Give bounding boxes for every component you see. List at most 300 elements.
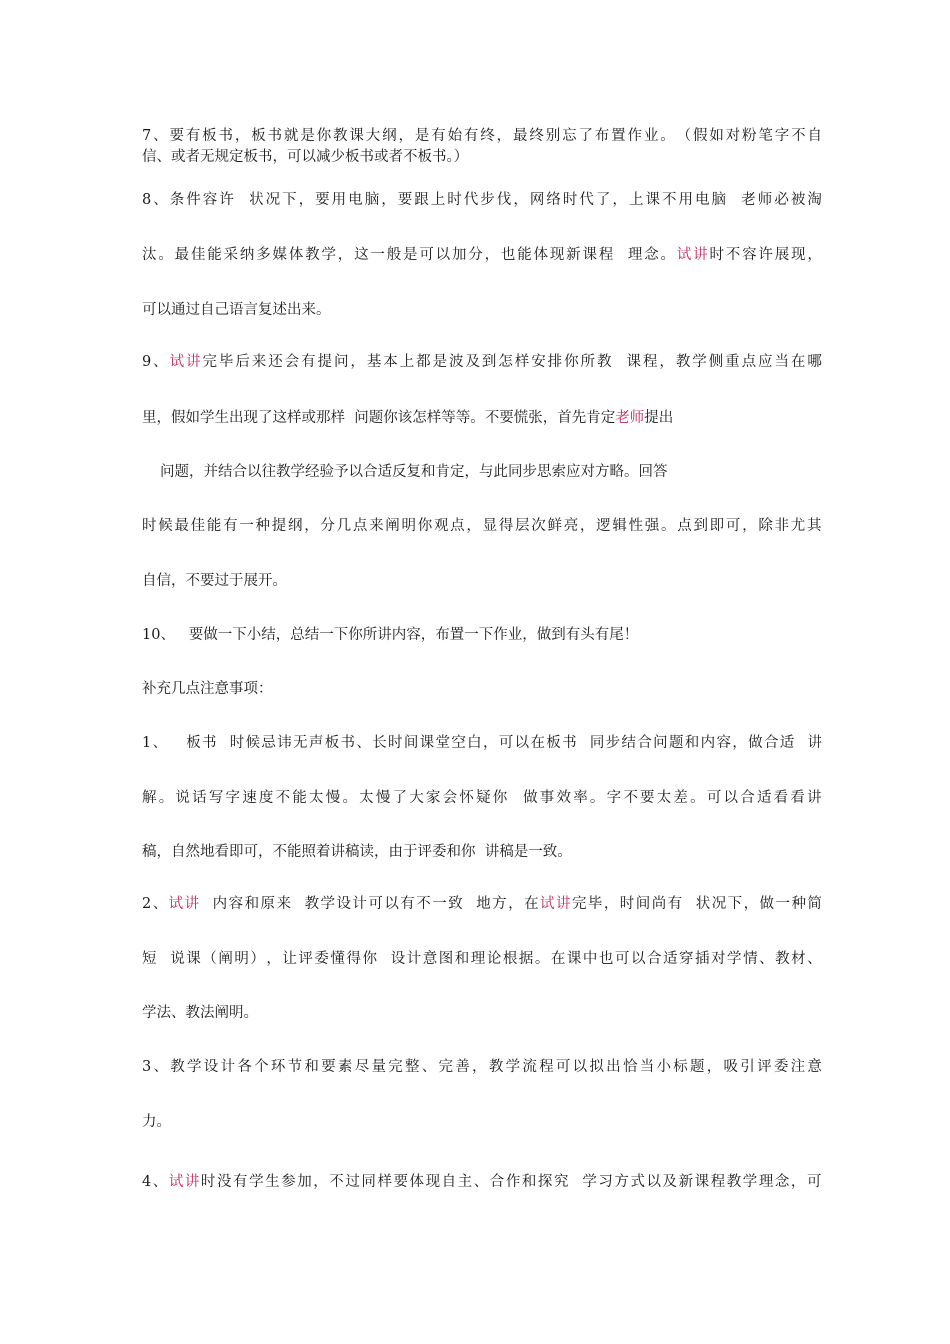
char: 课 [419, 735, 435, 751]
char: 短 [142, 951, 157, 967]
char [164, 949, 169, 969]
char [578, 733, 583, 753]
char: 讳 [277, 735, 292, 751]
char: 怀 [459, 790, 474, 806]
char: 题 [690, 1059, 705, 1075]
char [180, 733, 185, 753]
char: ， [603, 896, 619, 912]
char: 哪 [807, 354, 822, 370]
char: 必 [774, 192, 789, 208]
char: 小 [656, 1059, 671, 1075]
char: 现 [791, 247, 806, 263]
char: 程 [710, 1174, 726, 1190]
char: 整 [404, 1059, 420, 1075]
char: 来 [369, 518, 384, 534]
text-segment: 补充几点注意事项： [142, 681, 273, 697]
char: 3 [142, 1059, 152, 1075]
char: 恰 [622, 1059, 638, 1075]
char: 步 [480, 192, 495, 208]
char: 、 [356, 735, 371, 751]
char: 做 [748, 735, 763, 751]
char [620, 352, 625, 372]
text-line [160, 462, 840, 482]
char: 步 [605, 735, 621, 751]
text-line [142, 126, 822, 146]
text-line [142, 571, 822, 591]
char: 汰 [142, 247, 157, 263]
char: ， [313, 1174, 328, 1190]
char: 理 [627, 247, 643, 263]
char: 毕 [218, 354, 234, 370]
char: 教 [726, 1174, 742, 1190]
char: 学 [727, 951, 742, 967]
char: ， [298, 192, 314, 208]
char: 合 [489, 1174, 505, 1190]
char: 据 [518, 951, 534, 967]
char: 有 [233, 1174, 248, 1190]
char: 显 [482, 518, 498, 534]
char: 、 [421, 1059, 437, 1075]
char: 以 [723, 790, 739, 806]
char: 委 [314, 951, 329, 967]
char: 学 [249, 1174, 264, 1190]
char: 合 [763, 735, 779, 751]
char: 层 [515, 518, 530, 534]
char [615, 245, 620, 265]
char: 板 [251, 128, 266, 144]
char: 教 [305, 247, 320, 263]
char: 别 [545, 128, 561, 144]
char: 用 [678, 192, 693, 208]
char: 逻 [596, 518, 611, 534]
char: 1 [142, 735, 152, 751]
char: 。 [660, 247, 676, 263]
char: 念 [774, 1174, 790, 1190]
char: 量 [371, 1059, 386, 1075]
char: 鲜 [547, 518, 562, 534]
char: 时 [709, 247, 724, 263]
char: 要 [321, 1059, 336, 1075]
char [621, 245, 626, 265]
char: 是 [403, 247, 418, 263]
char: 差 [673, 790, 688, 806]
char: 完 [388, 1059, 403, 1075]
char [242, 190, 247, 210]
char: 太 [656, 790, 672, 806]
char: 完 [438, 1059, 454, 1075]
char: 体 [409, 1174, 425, 1190]
char: ， [337, 247, 353, 263]
char: 本 [383, 354, 398, 370]
char: 现 [549, 247, 565, 263]
char: 效 [556, 790, 571, 806]
char: 当 [639, 1059, 655, 1075]
char: 当 [774, 354, 789, 370]
char: 适 [662, 951, 678, 967]
char: ， [706, 1059, 722, 1075]
char: ， [807, 247, 822, 263]
text-line [142, 352, 822, 372]
char: 4 [142, 1174, 152, 1190]
char: 流 [522, 1059, 537, 1075]
char: 老 [741, 192, 756, 208]
char: 写 [208, 790, 224, 806]
char: 性 [628, 518, 644, 534]
char: 点 [741, 354, 757, 370]
char [802, 733, 807, 753]
char: ， [513, 192, 528, 208]
char: 了 [392, 790, 408, 806]
char: （ [202, 951, 217, 967]
char: 不 [661, 192, 677, 208]
char: 时 [229, 735, 245, 751]
char: 候 [245, 735, 261, 751]
char: 和 [684, 735, 700, 751]
char: 课 [566, 951, 582, 967]
char: 无 [293, 735, 308, 751]
char: 要 [315, 192, 330, 208]
char: 设 [203, 1059, 219, 1075]
char: 内 [212, 896, 228, 912]
char: 明 [234, 951, 249, 967]
char: 慢 [325, 790, 341, 806]
char: 是 [300, 128, 315, 144]
char: 有 [223, 518, 238, 534]
char: 状 [695, 896, 711, 912]
text-line [142, 733, 822, 753]
char: 你 [564, 354, 579, 370]
char: 代 [463, 192, 479, 208]
char: 来 [251, 354, 267, 370]
char: 懂 [330, 951, 345, 967]
char: ， [381, 192, 396, 208]
char: 以 [384, 896, 399, 912]
char: 意 [807, 1059, 822, 1075]
char: 条 [169, 192, 185, 208]
char: 电 [695, 192, 710, 208]
text-segment: 信、或者无规定板书，可以减少板书或者不板书。） [142, 149, 469, 165]
text-segment: 学法、教法阐明。 [142, 1005, 258, 1021]
char: 加 [297, 1174, 312, 1190]
char: 可 [725, 518, 741, 534]
char: 般 [386, 247, 402, 263]
char: ， [732, 735, 747, 751]
text-line [142, 516, 822, 536]
highlighted-term: 老师 [615, 410, 645, 426]
char: 简 [807, 896, 822, 912]
char: 字 [606, 790, 622, 806]
char: 过 [345, 1174, 360, 1190]
char [236, 190, 241, 210]
char: 件 [186, 192, 201, 208]
char: 时 [142, 518, 157, 534]
char: 是 [432, 354, 448, 370]
char: 要 [397, 192, 413, 208]
char: 能 [206, 518, 222, 534]
char: 加 [451, 247, 467, 263]
char: 佳 [190, 518, 206, 534]
char: 排 [547, 354, 563, 370]
char: 看 [773, 790, 789, 806]
char: 得 [498, 518, 514, 534]
highlighted-char: 试 [169, 354, 185, 370]
text-line [142, 625, 822, 645]
char: ， [472, 1059, 487, 1075]
char: 板 [186, 735, 201, 751]
char: 课 [582, 247, 597, 263]
char: 9 [142, 354, 152, 370]
char: 时 [388, 735, 403, 751]
char: 、 [759, 951, 774, 967]
char: 不 [416, 896, 431, 912]
char: 提 [317, 354, 333, 370]
char: 理 [758, 1174, 774, 1190]
char: ， [398, 128, 413, 144]
char: 。 [342, 790, 357, 806]
char [224, 733, 229, 753]
char: 会 [284, 354, 300, 370]
char: ， [484, 247, 500, 263]
char: 书 [267, 128, 283, 144]
text-line [142, 894, 822, 914]
char: 不 [791, 128, 806, 144]
char: 后 [235, 354, 250, 370]
char: 点 [352, 518, 368, 534]
char: ， [508, 896, 523, 912]
char: 况 [265, 192, 281, 208]
char: 分 [468, 247, 483, 263]
char: 教 [170, 1059, 185, 1075]
char: 拟 [589, 1059, 604, 1075]
char: 置 [611, 128, 626, 144]
char: 计 [406, 951, 422, 967]
char: 次 [531, 518, 546, 534]
char: 可 [614, 951, 630, 967]
char: 时 [200, 1174, 216, 1190]
char: 也 [598, 951, 614, 967]
char: 一 [370, 247, 385, 263]
char: 还 [268, 354, 283, 370]
char: 堂 [435, 735, 450, 751]
char: 。 [589, 790, 605, 806]
char: 合 [646, 951, 662, 967]
char: 。 [158, 790, 174, 806]
char [378, 949, 383, 969]
char: 其 [806, 518, 822, 534]
char: 材 [791, 951, 806, 967]
char: 课 [626, 354, 642, 370]
char: 不 [329, 1174, 344, 1190]
char: 适 [779, 735, 795, 751]
char: 没 [216, 1174, 232, 1190]
char: 重 [725, 354, 740, 370]
char: 上 [430, 192, 446, 208]
char: 穿 [679, 951, 694, 967]
char: 要 [393, 1174, 408, 1190]
char: 终 [529, 128, 544, 144]
char [684, 894, 689, 914]
char: 容 [716, 735, 731, 751]
char: 辑 [612, 518, 627, 534]
char: 观 [433, 518, 449, 534]
char [292, 894, 297, 914]
char: 都 [416, 354, 431, 370]
char: 长 [372, 735, 387, 751]
char: 分 [320, 518, 335, 534]
char [201, 894, 206, 914]
char: 可 [706, 790, 722, 806]
char [385, 949, 390, 969]
char: 吸 [723, 1059, 739, 1075]
char [516, 788, 521, 808]
char: 以 [514, 735, 530, 751]
char: ， [743, 896, 759, 912]
char: 板 [202, 128, 217, 144]
char: 网 [529, 192, 545, 208]
char: 波 [449, 354, 464, 370]
char: 明 [401, 518, 416, 534]
char: 有 [400, 896, 415, 912]
char: 纳 [239, 247, 255, 263]
char: 以 [630, 951, 646, 967]
char: ， [482, 735, 498, 751]
char: 课 [645, 192, 660, 208]
char: 课 [694, 1174, 710, 1190]
char: 论 [486, 951, 502, 967]
char: 出 [606, 1059, 621, 1075]
char: 教 [488, 1059, 504, 1075]
char: 中 [582, 951, 598, 967]
char: 尚 [651, 896, 667, 912]
char: 如 [709, 128, 724, 144]
char [207, 894, 212, 914]
char: 、 [807, 951, 822, 967]
char: 体 [288, 247, 304, 263]
text-line [142, 788, 822, 808]
char: 课 [349, 128, 364, 144]
text-segment: 问题，并结合以往教学经验予以合适反复和肯定，与此同步思索应对方略。回答 [160, 464, 668, 480]
char: 大 [409, 790, 424, 806]
char: 、 [152, 735, 168, 751]
char: 合 [740, 790, 755, 806]
char: 纲 [382, 128, 397, 144]
char: 是 [414, 128, 430, 144]
char: 电 [348, 192, 363, 208]
char: 就 [283, 128, 299, 144]
text-line [142, 679, 822, 699]
char: 程 [598, 247, 614, 263]
char: 让 [282, 951, 297, 967]
char: 新 [566, 247, 581, 263]
char: 假 [692, 128, 708, 144]
char: 做 [759, 896, 775, 912]
char: 对 [725, 128, 741, 144]
char: 以 [435, 247, 451, 263]
char: 媒 [272, 247, 287, 263]
char: 最 [174, 518, 189, 534]
char: 方 [492, 896, 507, 912]
char [470, 894, 475, 914]
char: 你 [316, 128, 332, 144]
char: ， [659, 354, 674, 370]
char: ， [790, 1174, 806, 1190]
char: 在 [524, 896, 539, 912]
char: 了 [578, 128, 593, 144]
char: 以 [646, 1174, 661, 1190]
text-segment: 稿，自然地看即可，不能照着讲稿读，由于评委和你 讲稿是一致。 [142, 844, 572, 860]
char: 环 [270, 1059, 286, 1075]
char: 一 [775, 896, 790, 912]
char [158, 949, 163, 969]
text-line [142, 842, 822, 862]
char: 下 [282, 192, 297, 208]
char: 跟 [414, 192, 429, 208]
highlighted-char: 讲 [693, 247, 708, 263]
char: 忘 [562, 128, 577, 144]
char: 业 [643, 128, 659, 144]
char: 也 [500, 247, 516, 263]
char: 、 [152, 896, 168, 912]
char: 教 [596, 354, 612, 370]
text-line [142, 1112, 822, 1132]
char: 适 [756, 790, 772, 806]
highlighted-char: 试 [168, 1174, 184, 1190]
char: 。 [158, 247, 173, 263]
char: 和 [521, 1174, 537, 1190]
char: 设 [390, 951, 406, 967]
char: 可 [555, 1059, 571, 1075]
char: 况 [711, 896, 727, 912]
char: 生 [265, 1174, 280, 1190]
text-segment: 力。 [142, 1114, 171, 1130]
char: 要 [169, 128, 184, 144]
char: 学 [505, 1059, 521, 1075]
char: 点 [450, 518, 465, 534]
char: 善 [455, 1059, 470, 1075]
char: 你 [492, 790, 508, 806]
char [613, 352, 618, 372]
char: 你 [417, 518, 433, 534]
char: 提 [271, 518, 287, 534]
char: 说 [175, 790, 190, 806]
text-segment: 自信，不要过于展开。 [142, 573, 287, 589]
char [168, 733, 173, 753]
char: 主 [457, 1174, 473, 1190]
char: 在 [530, 735, 545, 751]
char [174, 733, 179, 753]
char: 展 [774, 247, 790, 263]
char: 字 [774, 128, 790, 144]
char: 间 [403, 735, 419, 751]
char: 问 [333, 354, 349, 370]
char: 学 [582, 1174, 597, 1190]
char [584, 733, 589, 753]
char: 教 [333, 128, 348, 144]
char: 完 [202, 354, 217, 370]
char [464, 894, 469, 914]
char: 学 [320, 896, 336, 912]
highlighted-char: 讲 [555, 896, 571, 912]
char: 计 [352, 896, 367, 912]
char: 、 [153, 354, 168, 370]
char: 意 [422, 951, 438, 967]
char: 结 [621, 735, 636, 751]
char: 亮 [563, 518, 579, 534]
char: 完 [571, 896, 587, 912]
char: 在 [790, 354, 806, 370]
char: 可 [419, 247, 434, 263]
char: 应 [758, 354, 773, 370]
